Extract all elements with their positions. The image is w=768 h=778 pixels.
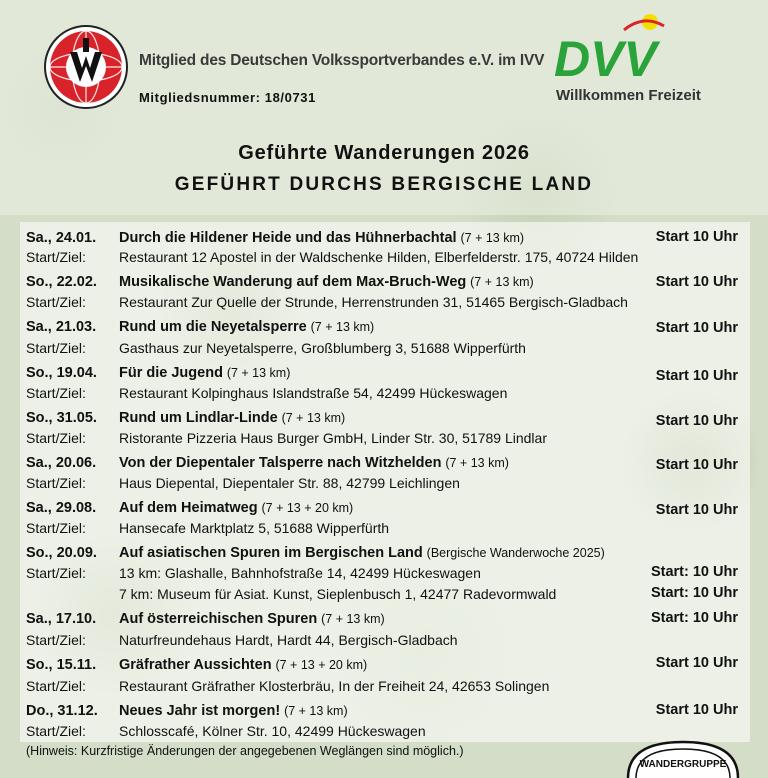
event-title: Gräfrather Aussichten bbox=[119, 657, 272, 673]
event-start-time: Start 10 Uhr bbox=[655, 502, 738, 518]
wandergruppe-seal-icon bbox=[618, 738, 748, 778]
start-label: Start/Ziel: bbox=[26, 678, 86, 694]
event-row bbox=[26, 317, 374, 336]
event-distance: (7 + 13 + 20 km) bbox=[261, 501, 354, 515]
dvv-tagline: Willkommen Freizeit bbox=[556, 87, 701, 104]
event-row bbox=[26, 609, 385, 628]
event-venue-row bbox=[26, 474, 460, 492]
event-venue-row bbox=[26, 564, 481, 582]
event-start-time: Start 10 Uhr bbox=[655, 274, 738, 290]
event-distance: (7 + 13 km) bbox=[460, 231, 525, 245]
event-row bbox=[26, 453, 509, 472]
event-row bbox=[26, 498, 353, 517]
start-label: Start/Ziel: bbox=[26, 632, 86, 648]
start-label: Start/Ziel: bbox=[26, 475, 86, 491]
event-row bbox=[26, 408, 345, 427]
event-row bbox=[26, 543, 605, 562]
event-start-time: Start 10 Uhr bbox=[655, 320, 738, 336]
event-venue: 7 km: Museum für Asiat. Kunst, Sieplenbusch 1, 42477 Radevormwald bbox=[119, 586, 557, 602]
event-start-time: Start 10 Uhr bbox=[655, 229, 738, 245]
disclaimer-note: (Hinweis: Kurzfristige Änderungen der angegebenen Weglängen sind möglich.) bbox=[26, 744, 464, 758]
page-subtitle: GEFÜHRT DURCHS BERGISCHE LAND bbox=[174, 174, 594, 195]
ivv-emblem-icon bbox=[43, 24, 129, 110]
start-label: Start/Ziel: bbox=[26, 249, 86, 265]
event-start-time: Start 10 Uhr bbox=[655, 702, 738, 718]
member-number: Mitgliedsnummer: 18/0731 bbox=[139, 90, 316, 105]
event-title: Von der Diepentaler Talsperre nach Witzhelden bbox=[119, 455, 442, 471]
event-start-time: Start 10 Uhr bbox=[655, 457, 738, 473]
event-start-time: Start: 10 Uhr bbox=[650, 564, 738, 580]
event-venue-row bbox=[26, 339, 526, 357]
event-title: Rund um Lindlar-Linde bbox=[119, 410, 278, 426]
event-row bbox=[26, 655, 367, 674]
event-distance: (7 + 13 km) bbox=[445, 456, 509, 470]
event-date: So., 20.09. bbox=[26, 545, 97, 561]
event-title: Neues Jahr ist morgen! bbox=[119, 703, 281, 719]
event-venue-row bbox=[26, 631, 458, 649]
event-venue-row bbox=[26, 519, 389, 537]
event-venue-row bbox=[26, 429, 547, 447]
event-title: Auf dem Heimatweg bbox=[119, 500, 258, 516]
event-start-time: Start: 10 Uhr bbox=[650, 610, 738, 626]
event-title: Auf asiatischen Spuren im Bergischen Land bbox=[119, 545, 423, 561]
event-row bbox=[26, 272, 534, 291]
event-venue-row bbox=[26, 677, 549, 695]
start-label: Start/Ziel: bbox=[26, 565, 86, 581]
event-start-time: Start: 10 Uhr bbox=[650, 585, 738, 601]
event-date: Sa., 24.01. bbox=[26, 230, 97, 246]
event-venue: Naturfreundehaus Hardt, Hardt 44, Bergisch-Gladbach bbox=[119, 632, 458, 648]
event-venue: 13 km: Glashalle, Bahnhofstraße 14, 42499 Hückeswagen bbox=[119, 565, 481, 581]
event-row bbox=[26, 228, 524, 247]
event-venue-row bbox=[26, 384, 507, 402]
event-title: Für die Jugend bbox=[119, 365, 223, 381]
event-venue-row-2 bbox=[26, 585, 556, 603]
event-row bbox=[26, 363, 290, 382]
event-venue: Schlosscafé, Kölner Str. 10, 42499 Hückeswagen bbox=[119, 723, 426, 739]
event-date: So., 15.11. bbox=[26, 657, 97, 673]
page-title: Geführte Wanderungen 2026 bbox=[238, 142, 530, 164]
start-label: Start/Ziel: bbox=[26, 385, 86, 401]
event-distance: (Bergische Wanderwoche 2025) bbox=[426, 546, 605, 560]
start-label: Start/Ziel: bbox=[26, 340, 86, 356]
event-row bbox=[26, 701, 348, 720]
event-start-time: Start 10 Uhr bbox=[655, 655, 738, 671]
event-venue: Ristorante Pizzeria Haus Burger GmbH, Linder Str. 30, 51789 Lindlar bbox=[119, 430, 547, 446]
event-start-time: Start 10 Uhr bbox=[655, 413, 738, 429]
event-distance: (7 + 13 km) bbox=[321, 612, 385, 626]
event-distance: (7 + 13 km) bbox=[310, 320, 375, 334]
start-label: Start/Ziel: bbox=[26, 520, 86, 536]
event-venue: Gasthaus zur Neyetalsperre, Großblumberg 3, 51688 Wipperfürth bbox=[119, 340, 526, 356]
event-venue: Hansecafe Marktplatz 5, 51688 Wipperfürth bbox=[119, 520, 390, 536]
event-venue-row bbox=[26, 722, 426, 740]
event-date: Sa., 29.08. bbox=[26, 500, 97, 516]
event-distance: (7 + 13 km) bbox=[470, 275, 534, 289]
event-title: Musikalische Wanderung auf dem Max-Bruch-Weg bbox=[119, 274, 467, 290]
event-title: Auf österreichischen Spuren bbox=[119, 611, 318, 627]
badge-text: WANDERGRUPPE bbox=[639, 759, 727, 770]
event-venue: Restaurant Zur Quelle der Strunde, Herrenstrunden 31, 51465 Bergisch-Gladbach bbox=[119, 294, 628, 310]
event-date: So., 19.04. bbox=[26, 365, 97, 381]
event-venue: Restaurant 12 Apostel in der Waldschenke Hilden, Elberfelderstr. 175, 40724 Hilden bbox=[119, 249, 639, 265]
event-date: Sa., 20.06. bbox=[26, 455, 97, 471]
event-venue: Restaurant Gräfrather Klosterbräu, In der Freiheit 24, 42653 Solingen bbox=[119, 678, 550, 694]
event-distance: (7 + 13 km) bbox=[226, 366, 291, 380]
event-date: Sa., 17.10. bbox=[26, 611, 97, 627]
start-label: Start/Ziel: bbox=[26, 294, 86, 310]
event-distance: (7 + 13 + 20 km) bbox=[275, 658, 368, 672]
event-date: So., 22.02. bbox=[26, 274, 97, 290]
start-label: Start/Ziel: bbox=[26, 723, 86, 739]
event-date: Do., 31.12. bbox=[26, 703, 98, 719]
event-date: So., 31.05. bbox=[26, 410, 97, 426]
dvv-logo bbox=[552, 10, 672, 90]
start-label: Start/Ziel: bbox=[26, 430, 86, 446]
event-distance: (7 + 13 km) bbox=[284, 704, 348, 718]
event-title: Durch die Hildener Heide und das Hühnerbachtal bbox=[119, 230, 457, 246]
event-venue-row bbox=[26, 248, 638, 266]
dvv-logo-text: DVV bbox=[554, 31, 657, 87]
event-venue-row bbox=[26, 293, 628, 311]
event-distance: (7 + 13 km) bbox=[281, 411, 346, 425]
member-text: Mitglied des Deutschen Volkssportverbandes e.V. im IVV bbox=[139, 52, 545, 69]
event-start-time: Start 10 Uhr bbox=[655, 368, 738, 384]
event-venue: Haus Diepental, Diepentaler Str. 88, 42799 Leichlingen bbox=[119, 475, 460, 491]
event-date: Sa., 21.03. bbox=[26, 319, 97, 335]
event-title: Rund um die Neyetalsperre bbox=[119, 319, 307, 335]
event-venue: Restaurant Kolpinghaus Islandstraße 54, 42499 Hückeswagen bbox=[119, 385, 508, 401]
